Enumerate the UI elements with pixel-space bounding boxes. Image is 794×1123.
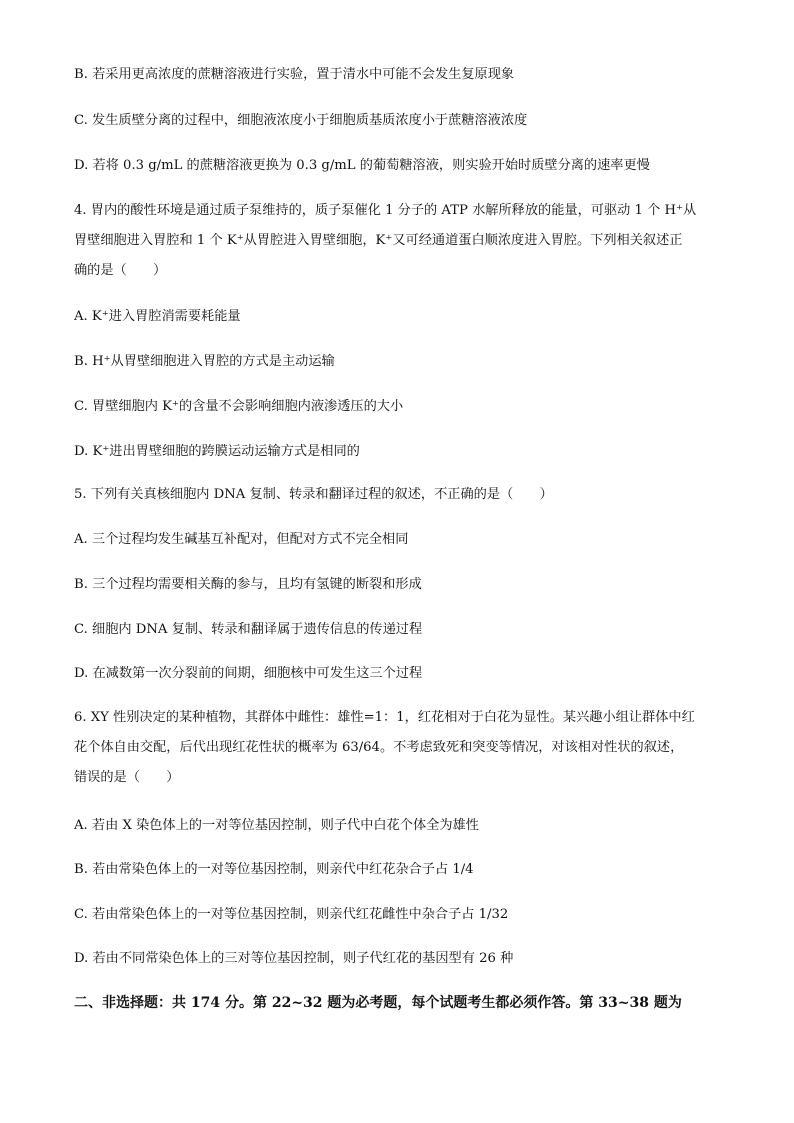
q6-option-c: C. 若由常染色体上的一对等位基因控制，则亲代红花雌性中杂合子占 1/32 bbox=[74, 907, 509, 922]
q6-option-d: D. 若由不同常染色体上的三对等位基因控制，则子代红花的基因型有 26 种 bbox=[74, 951, 514, 966]
q6-option-b: B. 若由常染色体上的一对等位基因控制，则亲代中红花杂合子占 1/4 bbox=[74, 862, 474, 877]
q4-option-d: D. K⁺进出胃壁细胞的跨膜运动运输方式是相同的 bbox=[74, 444, 360, 459]
q5-option-d: D. 在减数第一次分裂前的间期，细胞核中可发生这三个过程 bbox=[74, 666, 423, 681]
q4-stem-line3: 确的是（ ） bbox=[74, 263, 167, 278]
q5-option-c: C. 细胞内 DNA 复制、转录和翻译属于遗传信息的传递过程 bbox=[74, 622, 423, 637]
section-two-heading: 二、非选择题：共 174 分。第 22~32 题为必考题，每个试题考生都必须作答。第 33~38 题为 bbox=[74, 995, 682, 1011]
q6-stem-line3: 错误的是（ ） bbox=[74, 770, 180, 785]
q6-option-a: A. 若由 X 染色体上的一对等位基因控制，则子代中白花个体全为雄性 bbox=[74, 818, 479, 833]
q5-option-a: A. 三个过程均发生碱基互补配对，但配对方式不完全相同 bbox=[74, 532, 409, 547]
q3-option-b: B. 若采用更高浓度的蔗糖溶液进行实验，置于清水中可能不会发生复原现象 bbox=[74, 67, 515, 82]
q4-stem-line2: 胃壁细胞进入胃腔和 1 个 K⁺从胃腔进入胃壁细胞，K⁺又可经通道蛋白顺浓度进入胃腔。下列相关叙述正 bbox=[74, 233, 683, 248]
q4-option-a: A. K⁺进入胃腔消需要耗能量 bbox=[74, 309, 241, 324]
q6-stem-line2: 花个体自由交配，后代出现红花性状的概率为 63/64。不考虑致死和突变等情况，对该相对性状的叙述， bbox=[74, 740, 684, 755]
q4-option-c: C. 胃壁细胞内 K⁺的含量不会影响细胞内液渗透压的大小 bbox=[74, 399, 404, 414]
q5-stem: 5. 下列有关真核细胞内 DNA 复制、转录和翻译过程的叙述，不正确的是（ ） bbox=[74, 487, 553, 502]
q5-option-b: B. 三个过程均需要相关酶的参与，且均有氢键的断裂和形成 bbox=[74, 577, 422, 592]
q4-option-b: B. H⁺从胃壁细胞进入胃腔的方式是主动运输 bbox=[74, 354, 335, 369]
q4-stem-line1: 4. 胃内的酸性环境是通过质子泵维持的，质子泵催化 1 分子的 ATP 水解所释放的能量，可驱动 1 个 H⁺从 bbox=[74, 203, 697, 218]
q3-option-c: C. 发生质壁分离的过程中，细胞液浓度小于细胞质基质浓度小于蔗糖溶液浓度 bbox=[74, 113, 528, 128]
q6-stem-line1: 6. XY 性别决定的某种植物，其群体中雌性：雄性=1：1，红花相对于白花为显性。某兴趣小组让群体中红 bbox=[74, 710, 695, 725]
q3-option-d: D. 若将 0.3 g/mL 的蔗糖溶液更换为 0.3 g/mL 的葡萄糖溶液，则实验开始时质壁分离的速率更慢 bbox=[74, 158, 650, 173]
